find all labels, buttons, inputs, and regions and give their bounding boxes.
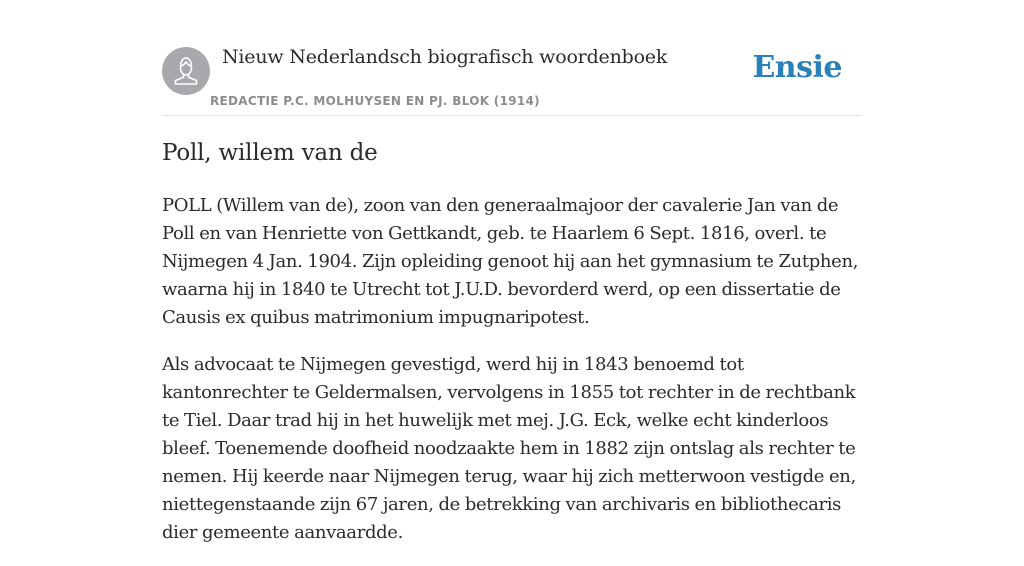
entry-title: Poll, willem van de [162, 140, 378, 166]
book-editors: REDACTIE P.C. MOLHUYSEN EN PJ. BLOK (1914) [210, 94, 540, 108]
source-header [162, 0, 862, 116]
entry-paragraph: POLL (Willem van de), zoon van den generaalmajoor der cavalerie Jan van de Poll en van Henriette von Gettkandt, geb. te Haarlem 6 Sept. 1816, overl. te Nijmegen 4 Jan. 1904. Zijn opleiding genoot hij aan het gymnasium te Zutphen, waarna hij in 1840 te Utrecht tot J.U.D. bevorderd werd, op een dissertatie de Causis ex quibus matrimonium impugnaripotest. [162, 195, 859, 328]
brand-logo[interactable]: Ensie [752, 50, 842, 85]
book-title[interactable]: Nieuw Nederlandsch biografisch woordenboek [222, 46, 668, 68]
article-container [162, 0, 862, 543]
user-avatar-icon[interactable] [162, 47, 210, 95]
entry-paragraph: Als advocaat te Nijmegen gevestigd, werd hij in 1843 benoemd tot kantonrechter te Geldermalsen, vervolgens in 1855 tot rechter in de rechtbank te Tiel. Daar trad hij in het huwelijk met mej. J.G. Eck, welke echt kinderloos bleef. Toenemende doofheid noodzaakte hem in 1882 zijn ontslag als rechter te nemen. Hij keerde naar Nijmegen terug, waar hij zich metterwoon vestigde en, niettegenstaande zijn 67 jaren, de betrekking van archivaris en bibliothecaris dier gemeente aanvaardde. [162, 354, 856, 543]
entry-body [162, 192, 862, 566]
